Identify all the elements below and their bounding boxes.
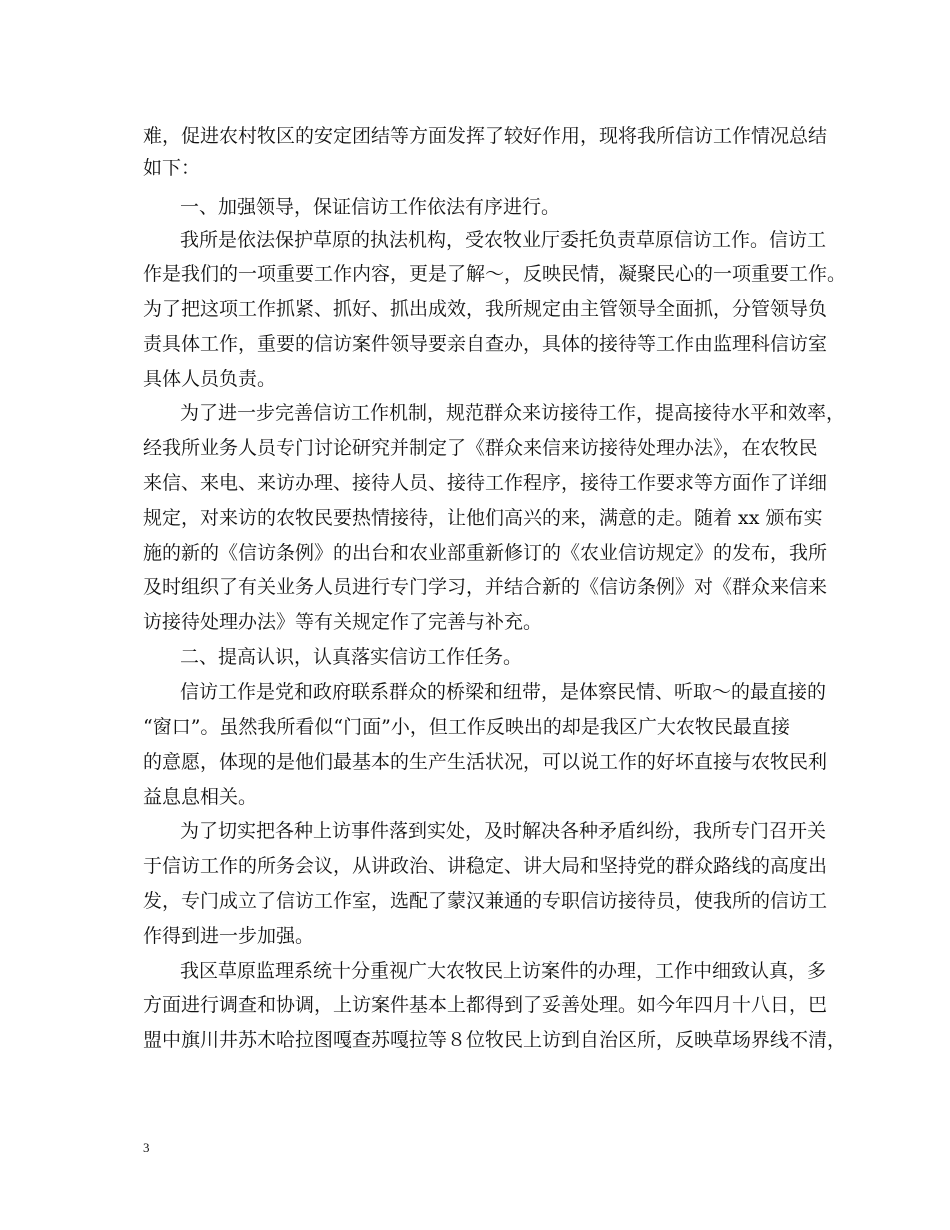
text-line: 如下： [143,157,201,179]
text-line: 于信访工作的所务会议，从讲政治、讲稳定、讲大局和坚持党的群众路线的高度出 [143,855,828,877]
text-line: 难，促进农村牧区的安定团结等方面发挥了较好作用，现将我所信访工作情况总结 [143,125,828,147]
text-line: 方面进行调查和协调，上访案件基本上都得到了妥善处理。如今年四月十八日，巴 [143,994,828,1016]
text-line: 信访工作是党和政府联系群众的桥梁和纽带，是体察民情、听取～的最直接的 [180,681,827,703]
text-line: 为了切实把各种上访事件落到实处，及时解决各种矛盾纠纷，我所专门召开关 [180,820,827,842]
text-line: 的意愿，体现的是他们最基本的生产生活状况，可以说工作的好坏直接与农牧民利 [143,751,828,773]
text-line: 发，专门成立了信访工作室，选配了蒙汉兼通的专职信访接待员，使我所的信访工 [143,890,828,912]
text-line: 施的新的《信访条例》的出台和农业部重新修订的《农业信访规定》的发布，我所 [143,542,828,564]
text-line: 来信、来电、来访办理、接待人员、接待工作程序，接待工作要求等方面作了详细 [143,472,828,494]
text-line: 为了把这项工作抓紧、抓好、抓出成效，我所规定由主管领导全面抓，分管领导负 [143,298,828,320]
text-line: 及时组织了有关业务人员进行专门学习，并结合新的《信访条例》对《群众来信来 [143,576,828,598]
text-line: 我所是依法保护草原的执法机构，受农牧业厅委托负责草原信访工作。信访工 [180,229,827,251]
text-line: “窗口”。虽然我所看似“门面”小，但工作反映出的却是我区广大农牧民最直接 [143,716,790,738]
text-line: 责具体工作，重要的信访案件领导要亲自查办，具体的接待等工作由监理科信访室 [143,333,828,355]
section-heading: 二、提高认识，认真落实信访工作任务。 [180,646,523,668]
text-line: 访接待处理办法》等有关规定作了完善与补充。 [143,611,543,633]
text-line: 盟中旗川井苏木哈拉图嘎查苏嘎拉等８位牧民上访到自治区所，反映草场界线不清， [143,1029,847,1051]
text-line: 经我所业务人员专门讨论研究并制定了《群众来信来访接待处理办法》，在农牧民 [143,437,818,459]
text-line: 规定，对来访的农牧民要热情接待，让他们高兴的来，满意的走。随着 xx 颁布实 [143,507,823,529]
text-line: 作得到进一步加强。 [143,925,315,947]
text-line: 为了进一步完善信访工作机制，规范群众来访接待工作，提高接待水平和效率， [180,402,846,424]
text-line: 作是我们的一项重要工作内容，更是了解～，反映民情，凝聚民心的一项重要工作。 [143,263,847,285]
text-line: 具体人员负责。 [143,368,277,390]
text-line: 益息息相关。 [143,786,258,808]
text-line: 我区草原监理系统十分重视广大农牧民上访案件的办理，工作中细致认真，多 [180,960,827,982]
section-heading: 一、加强领导，保证信访工作依法有序进行。 [180,196,561,218]
page-number: 3 [143,1140,150,1155]
